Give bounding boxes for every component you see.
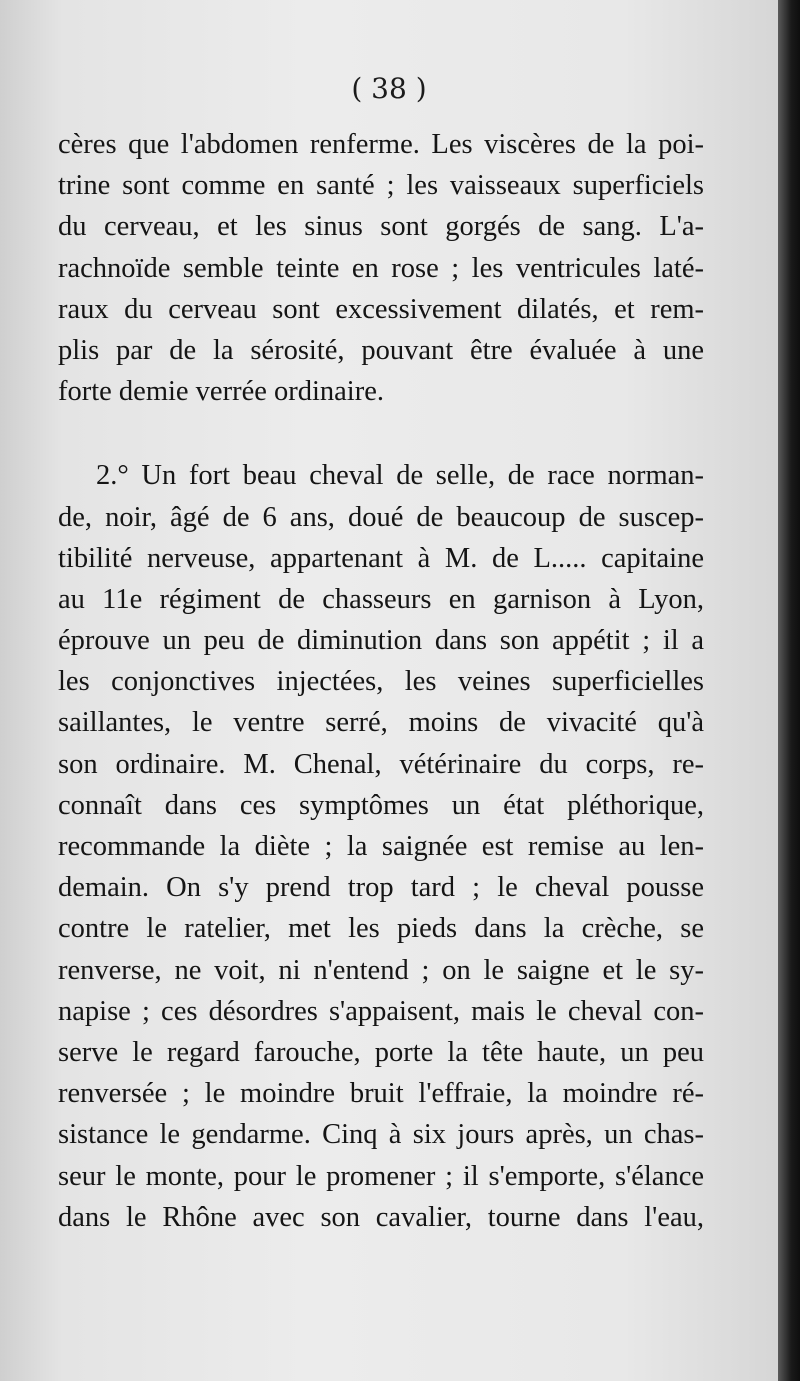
text-line: 2.° Un fort beau cheval de selle, de race norman- — [96, 460, 704, 492]
text-line: tibilité nerveuse, appartenant à M. de L..... capitaine — [58, 542, 704, 574]
text-line: recommande la diète ; la saignée est remise au len- — [58, 831, 704, 862]
page-edge-shadow — [778, 0, 800, 1381]
text-line: forte demie verrée ordinaire. — [58, 376, 384, 408]
page-number: ( 38 ) — [351, 72, 427, 105]
paragraph-gap — [58, 412, 704, 455]
text-line: raux du cerveau sont excessivement dilatés, et rem- — [58, 293, 704, 325]
text-line: les conjonctives injectées, les veines superficielles — [58, 666, 704, 698]
text-line: dans le Rhône avec son cavalier, tourne dans l'eau, — [58, 1201, 704, 1233]
text-line: renversée ; le moindre bruit l'effraie, la moindre ré- — [58, 1078, 704, 1110]
text-line: demain. On s'y prend trop tard ; le cheval pousse — [58, 872, 704, 904]
text-line: rachnoïde semble teinte en rose ; les ventricules laté- — [58, 252, 704, 284]
body-text — [58, 124, 704, 1238]
text-line: saillantes, le ventre serré, moins de vivacité qu'à — [58, 707, 704, 739]
text-line: plis par de la sérosité, pouvant être évaluée à une — [58, 334, 704, 366]
text-line: seur le monte, pour le promener ; il s'emporte, s'élance — [58, 1160, 704, 1192]
text-line: napise ; ces désordres s'appaisent, mais le cheval con- — [58, 995, 704, 1027]
text-line: de, noir, âgé de 6 ans, doué de beaucoup de suscep- — [58, 501, 704, 533]
text-line: contre le ratelier, met les pieds dans la crèche, se — [58, 913, 704, 945]
text-line: sistance le gendarme. Cinq à six jours après, un chas- — [58, 1119, 704, 1151]
text-line: renverse, ne voit, ni n'entend ; on le saigne et le sy- — [58, 954, 704, 986]
text-line: trine sont comme en santé ; les vaisseaux superficiels — [58, 170, 704, 202]
text-line: serve le regard farouche, porte la tête haute, un peu — [58, 1036, 704, 1068]
text-line: son ordinaire. M. Chenal, vétérinaire du corps, re- — [58, 748, 704, 780]
text-line: au 11e régiment de chasseurs en garnison à Lyon, — [58, 583, 704, 615]
text-line: éprouve un peu de diminution dans son appétit ; il a — [58, 625, 704, 657]
text-line: connaît dans ces symptômes un état pléthorique, — [58, 789, 704, 821]
text-line: du cerveau, et les sinus sont gorgés de sang. L'a- — [58, 211, 704, 243]
text-line: cères que l'abdomen renferme. Les viscères de la poi- — [58, 129, 704, 160]
